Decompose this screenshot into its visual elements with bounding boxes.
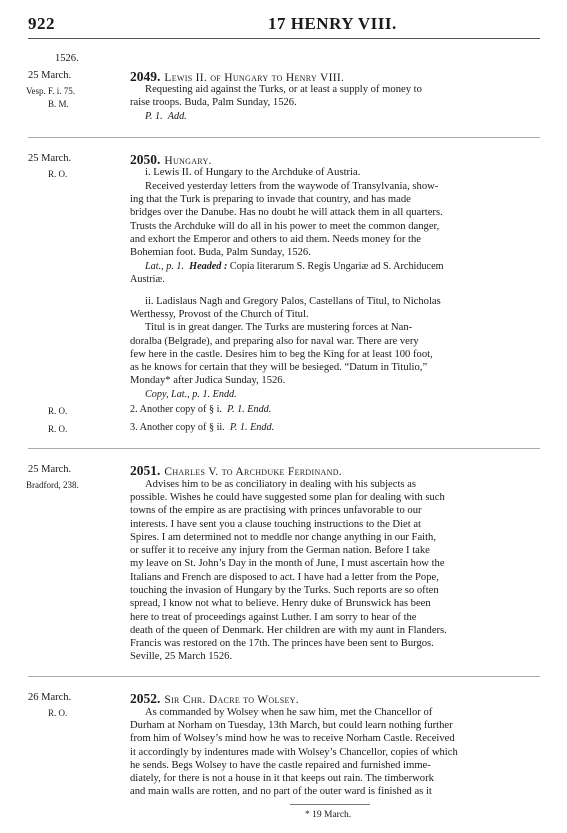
entry-heading (130, 690, 299, 708)
entry-text-line: Requesting aid against the Turks, or at least a supply of money to (145, 84, 422, 95)
entry-text-line: and exhort the Emperor and others to aid them. Needs money for the (130, 234, 421, 245)
entry-text-line: and main walls are rotten, and no part of the outer ward is finished as it (130, 786, 432, 797)
entry-title: Lewis II. of Hungary to Henry VIII. (164, 72, 345, 84)
footnote-rule (290, 804, 370, 805)
entry-source: R. O. (48, 169, 68, 179)
entry-text-line: Bohemian foot. Buda, Palm Sunday, 1526. (130, 247, 311, 258)
entry-date: 25 March. (28, 153, 72, 164)
entry-text-line: as he knows for certain that they will be besieged. “Datum in Titulio,” (130, 362, 428, 373)
entry-text-line: possible. Wishes he could have suggested some plan for dealing with such (130, 492, 445, 503)
entry-note: Lat., p. 1. Headed : Copia literarum S. Regis Ungariæ ad S. Archiducem (145, 261, 444, 272)
entry-source: Bradford, 238. (26, 480, 79, 490)
page-number: 922 (28, 14, 55, 33)
entry-text-line: Trusts the Archduke will do all in his power to meet the common danger, (130, 221, 440, 232)
copy-line: 3. Another copy of § ii. P. 1. Endd. (130, 422, 275, 433)
entry-text-line: diately, for there is not a house in it that keeps out rain. The timberwork (130, 773, 434, 784)
entry-text-line: ii. Ladislaus Nagh and Gregory Palos, Castellans of Titul, to Nicholas (145, 296, 441, 307)
entry-text-line: Werthessy, Provost of the Church of Titul. (130, 309, 309, 320)
entry-date: 26 March. (28, 692, 72, 703)
entry-text-line: Monday* after Judica Sunday, 1526. (130, 375, 286, 386)
entry-text-line: or suffer it to receive any injury from the German nation. Before I take (130, 545, 430, 556)
entry-text-line: Francis was restored on the 17th. The princes have been sent to Burgos. (130, 638, 434, 649)
entry-text-line: from him of Wolsey’s mind how he was to receive Norham Castle. Received (130, 733, 455, 744)
entry-date: 25 March. (28, 70, 72, 81)
footnote: * 19 March. (305, 810, 352, 820)
copy-line: 2. Another copy of § i. P. 1. Endd. (130, 404, 272, 415)
entry-text-line: i. Lewis II. of Hungary to the Archduke of Austria. (145, 167, 361, 178)
entry-text-line: Titul is in great danger. The Turks are mustering forces at Nan- (145, 322, 413, 333)
entry-number: 2052. (130, 691, 161, 706)
entry-title: Sir Chr. Dacre to Wolsey. (164, 694, 299, 706)
entry-text-line: Durham at Norham on Tuesday, 13th March, but could learn nothing further (130, 720, 453, 731)
entry-text-line: my leave on St. John’s Day in the month of June, I must ascertain how the (130, 558, 445, 569)
entry-source: R. O. (48, 708, 68, 718)
entry-source: R. O. (48, 406, 68, 416)
entry-note: Austriæ. (130, 274, 165, 285)
entry-text-line: Spires. I am determined not to meddle nor change anything in our Faith, (130, 532, 436, 543)
entry-text-line: ing that the Turk is preparing to invade that country, and has made (130, 194, 411, 205)
entry-text-line: few here in the castle. Desires him to beg the King for at least 100 foot, (130, 349, 433, 360)
entry-text-line: here to treat of proceedings against Luther. I am sorry to hear of the (130, 612, 417, 623)
entry-number: 2049. (130, 69, 161, 84)
entry-note: P. 1. Add. (145, 111, 187, 122)
entry-divider (28, 676, 540, 677)
entry-text-line: towns of the empire as are practising with princes unfavorable to our (130, 505, 422, 516)
entry-title: Hungary. (164, 155, 212, 167)
entry-date: 25 March. (28, 464, 72, 475)
entry-text-line: Received yesterday letters from the waywode of Transylvania, show- (145, 181, 439, 192)
entry-number: 2050. (130, 152, 161, 167)
entry-text-line: touching the invasion of Hungary by the Turks. Such reports are so often (130, 585, 439, 596)
entry-text-line: Advises him to be as conciliatory in dealing with his subjects as (145, 479, 416, 490)
entry-text-line: it accordingly by indentures made with Wolsey’s Chancellor, copies of which (130, 747, 458, 758)
entry-source: R. O. (48, 424, 68, 434)
entry-text-line: Italians and French are disposed to act. I have had a letter from the Pope, (130, 572, 439, 583)
entry-text-line: interests. I have sent you a clause touching instructions to the Diet at (130, 519, 421, 530)
entry-text-line: raise troops. Buda, Palm Sunday, 1526. (130, 97, 297, 108)
entry-text-line: doralba (Belgrade), and preparing also for naval war. There are very (130, 336, 419, 347)
entry-text-line: As commanded by Wolsey when he saw him, met the Chancellor of (145, 707, 433, 718)
entry-text-line: death of the queen of Denmark. Her children are with my aunt in Flanders. (130, 625, 447, 636)
entry-source: B. M. (48, 99, 69, 109)
entry-title: Charles V. to Archduke Ferdinand. (164, 466, 342, 478)
header-rule (28, 38, 540, 39)
entry-note: Copy, Lat., p. 1. Endd. (145, 389, 237, 400)
entry-text-line: he sends. Begs Wolsey to have the castle repaired and furnished imme- (130, 760, 431, 771)
entry-text-line: bridges over the Danube. Has no doubt he will attack them in all quarters. (130, 207, 443, 218)
entry-source: Vesp. F. i. 75. (26, 86, 76, 96)
entry-number: 2051. (130, 463, 161, 478)
entry-text-line: Seville, 25 March 1526. (130, 651, 233, 662)
entry-heading (130, 462, 342, 480)
entry-divider (28, 137, 540, 138)
entry-text-line: spread, I know not what to believe. Henry duke of Brunswick has been (130, 598, 431, 609)
running-title: 17 HENRY VIII. (268, 14, 397, 33)
entry-divider (28, 448, 540, 449)
year-label: 1526. (55, 53, 79, 64)
